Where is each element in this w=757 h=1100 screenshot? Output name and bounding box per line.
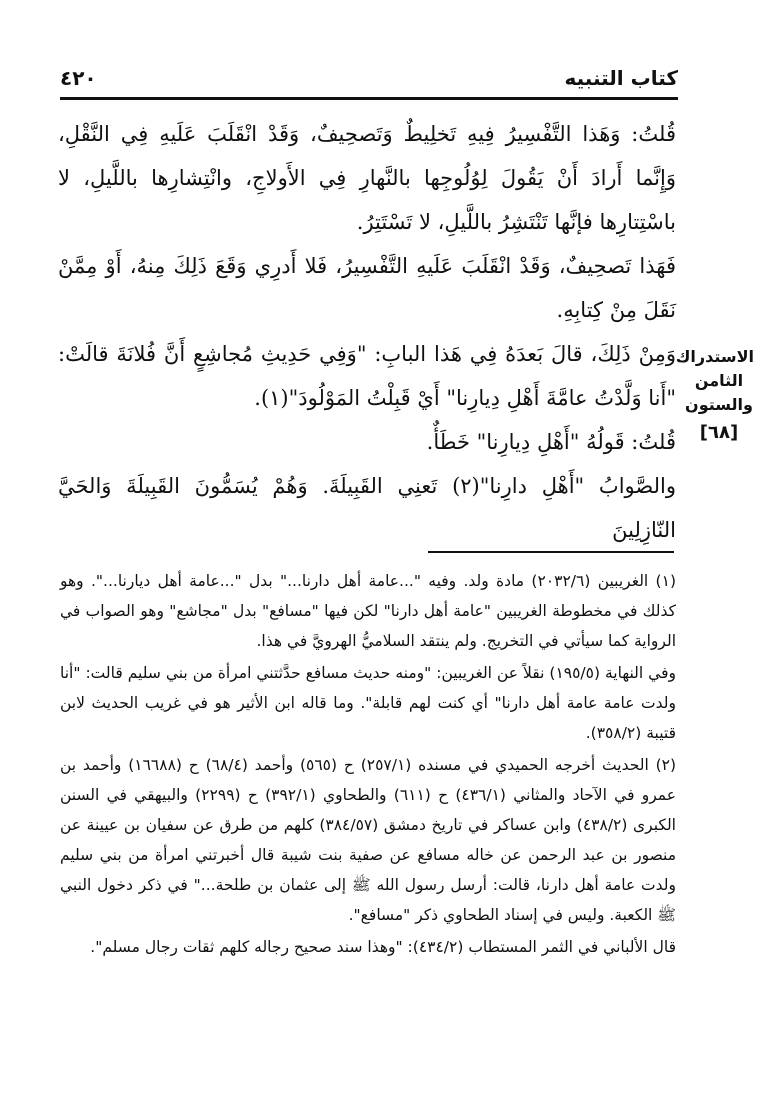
paragraph-2: فَهَذا تَصحِيفٌ، وَقَدْ انْقَلَبَ عَلَيهِ التَّفْسِيرُ، فَلا أَدرِي وَقَعَ ذَلِكَ مِنهُ، أَوْ مِمَّنْ نَقَلَ مِنْ كِتابِهِ. xyxy=(58,254,676,322)
margin-note xyxy=(675,345,754,445)
paragraph-3: وَمِنْ ذَلِكَ، قالَ بَعدَهُ فِي هَذا البابِ: "وَفِي حَدِيثِ مُجاشِعٍ أَنَّ فُلانَةَ قالَتْ: "أَنا وَلَّدْتُ عامَّةَ أَهْلِ دِيارِنا" أَيْ قَبِلْتُ المَوْلُودَ"(١). xyxy=(58,342,676,410)
main-text xyxy=(58,112,676,552)
footnotes xyxy=(60,566,676,964)
footnote-1-part-b: وفي النهاية (١٩٥/٥) نقلاً عن الغريبين: "ومنه حديث مسافع حدَّثتني امرأة من بني سليم قالت: "أنا ولدت عامة عامة أهل دارنا" أي كنت لهم قابلة". وما قاله ابن الأثير هو في غريب الحديث لابن قتيبة (٣٥٨/٢). xyxy=(60,664,676,742)
book-title: كتاب التنبيه xyxy=(564,66,678,90)
margin-note-line-3: والستون xyxy=(685,395,753,414)
footnote-2-part-a: (٢) الحديث أخرجه الحميدي في مسنده (٢٥٧/١) ح (٥٦٥) وأحمد (٦٨/٤) ح (١٦٦٨٨) وأحمد بن عمرو في الآحاد والمثاني (٤٣٦/١) ح (٦١١) والطحاوي (٣٩٢/١) ح (٢٢٩٩) والبيهقي في السنن الكبرى (٤٣٨/٢) وابن عساكر في تاريخ دمشق (٣٨٤/٥٧) كلهم من طرق عن سفيان بن عيينة عن منصور بن عبد الرحمن عن خاله مسافع عن صفية بنت شيبة قال أخبرتني امرأة من بني سليم ولدت عامة أهل دارنا، قالت: أرسل رسول الله ﷺ إلى عثمان بن طلحة..." في ذكر دخول النبي ﷺ الكعبة. وليس في إسناد الطحاوي ذكر "مسافع". xyxy=(60,756,677,924)
footnote-2-part-b: قال الألباني في الثمر المستطاب (٤٣٤/٢): "وهذا سند صحيح رجاله كلهم ثقات رجال مسلم". xyxy=(90,938,676,956)
paragraph-5: والصَّوابُ "أَهْلِ دارِنا"(٢) تَعنِي القَبِيلَةَ. وَهُمْ يُسَمُّونَ القَبِيلَةَ وَالحَيَّ النّازِلِينَ xyxy=(58,474,676,542)
paragraph-4: قُلتُ: قَولُهُ "أَهْلِ دِيارِنا" خَطَأٌ. xyxy=(426,430,676,454)
margin-note-line-1: الاستدراك xyxy=(675,347,754,366)
paragraph-1: قُلتُ: وَهَذا التَّفْسِيرُ فِيهِ تَخلِيطٌ وَتَصحِيفٌ، وَقَدْ انْقَلَبَ عَلَيهِ فِي النَّقْلِ، وَإِنَّما أَرادَ أَنْ يَقُولَ لِوُلُوجِها بالنَّهارِ فِي الأَولاجِ، وانْتِشارِها باللَّيلِ، لا باسْتِتارِها فإنَّها تَنْتَشِرُ باللَّيلِ، لا تَسْتَتِرُ. xyxy=(58,122,676,234)
page-number: ٤٢٠ xyxy=(60,66,97,90)
margin-note-line-2: الثامن xyxy=(694,371,744,390)
page-header xyxy=(60,64,678,94)
footnote-1-part-a: (١) الغريبين (٢٠٣٢/٦) مادة ولد. وفيه "...عامة أهل دارنا..." بدل "...عامة أهل ديارنا...". وهو كذلك في مخطوطة الغريبين "عامة أهل دارنا" لكن فيها "مسافع" بدل "مجاشع" وهو الصواب في الرواية كما سيأتي في التخريج. ولم ينتقد السلاميُّ الهرويَّ في هذا. xyxy=(60,572,676,650)
header-rule xyxy=(60,97,678,100)
footnote-separator xyxy=(428,551,674,553)
margin-note-number: [٦٨] xyxy=(699,422,739,443)
